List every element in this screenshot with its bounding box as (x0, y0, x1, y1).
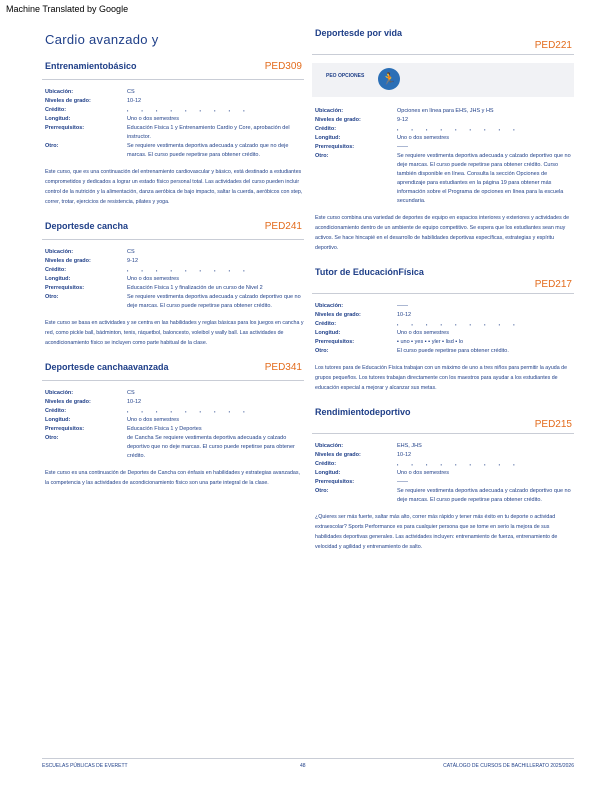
page-footer (42, 758, 574, 773)
detail-label: Niveles de grado: (45, 98, 91, 104)
left-course-list (42, 61, 304, 488)
detail-value: Se requiere vestimenta deportiva adecuada y calzado deportivo que no deje marcas. El curso puede repetirse para obtener crédito. (397, 488, 571, 503)
detail-value: Se requiere vestimenta deportiva adecuada y calzado deportivo que no deje marcas. El curso puede repetirse para obtener crédito. (127, 294, 301, 309)
course-block (42, 362, 304, 488)
detail-value: —— (397, 144, 408, 150)
course-details (312, 302, 574, 356)
detail-row (42, 416, 304, 425)
detail-row (42, 248, 304, 257)
detail-row (312, 320, 574, 329)
detail-row (312, 347, 574, 356)
detail-value: CS (127, 390, 135, 396)
course-title: Deportesde por vida (315, 28, 403, 38)
course-description: Este curso se basa en actividades y se centra en las habilidades y reglas básicas para los juegos en cancha y red, como pickle ball, bádminton, tenis, ráquetbol, baloncesto, voleibol y wally ball. Las actividades de acondicionamiento físico se incluyen como parte habitual de la clase. (45, 320, 304, 346)
detail-row (312, 338, 574, 347)
detail-row (312, 125, 574, 134)
detail-value: —— (397, 479, 408, 485)
detail-value: El curso puede repetirse para obtener crédito. (397, 348, 509, 354)
detail-value: Uno o dos semestres (127, 116, 179, 122)
course-code: PED309 (264, 61, 302, 72)
detail-value: 9-12 (127, 258, 139, 264)
detail-value: ▪ uno ▪ yes ▪ ▪ yler ▪ lisd ▪ lo (397, 339, 464, 345)
detail-label: Otro: (45, 294, 59, 300)
detail-value: 10-12 (127, 399, 142, 405)
detail-value: Educación Física 1 y finalización de un curso de Nivel 2 (127, 285, 263, 291)
detail-value: Educación Física 1 y Entrenamiento Cardio y Core, aprobación del instructor. (127, 125, 290, 140)
detail-label: Otro: (315, 348, 329, 354)
detail-value: CS (127, 89, 135, 95)
right-column (312, 28, 574, 566)
course-title: Deportesde cancha (45, 221, 129, 231)
detail-label: Ubicación: (45, 390, 74, 396)
course-details (42, 88, 304, 160)
detail-row (42, 389, 304, 398)
course-code: PED221 (534, 40, 572, 51)
course-title: Deportesde canchaavanzada (45, 362, 169, 372)
course-code: PED217 (534, 279, 572, 290)
course-description: ¿Quieres ser más fuerte, saltar más alto, correr más rápido y tener más éxito en tu deporte o actividad extraescolar? Sports Performance es para cualquier persona que se tome en serio la mejora de sus habilidades deportivas generales. Las actividades incluyen: entrenamiento de fuerza, entrenamiento de velocidad y agilidad y entrenamiento de salto. (315, 514, 558, 550)
detail-value: Opciones en línea para EHS, JHS y HS (397, 108, 494, 114)
course-block (42, 61, 304, 207)
machine-translation-banner: Machine Translated by Google (6, 4, 129, 14)
detail-label: Crédito: (315, 461, 337, 467)
detail-row (42, 425, 304, 434)
detail-label: Crédito: (315, 126, 337, 132)
detail-label: Niveles de grado: (45, 399, 91, 405)
detail-label: Niveles de grado: (315, 312, 361, 318)
detail-value: ▪ ▪ ▪ ▪ ▪ ▪ ▪ ▪ ▪ (397, 462, 521, 467)
detail-row (42, 97, 304, 106)
detail-row (312, 107, 574, 116)
detail-row (312, 442, 574, 451)
detail-value: CS (127, 249, 135, 255)
detail-label: Ubicación: (45, 249, 74, 255)
detail-value: ▪ ▪ ▪ ▪ ▪ ▪ ▪ ▪ ▪ (397, 127, 521, 132)
detail-label: Prerrequisitos: (45, 285, 85, 291)
page-title: Cardio avanzado y (45, 32, 159, 47)
detail-label: Crédito: (45, 408, 67, 414)
footer-page-number: 48 (300, 763, 306, 769)
detail-value: 10-12 (397, 452, 412, 458)
detail-label: Longitud: (315, 330, 341, 336)
online-options-banner (312, 63, 574, 97)
detail-row (42, 257, 304, 266)
detail-label: Prerrequisitos: (315, 339, 355, 345)
course-title: Tutor de EducaciónFísica (315, 267, 424, 277)
course-header (312, 407, 574, 434)
detail-label: Crédito: (315, 321, 337, 327)
detail-value: Uno o dos semestres (127, 417, 179, 423)
detail-label: Niveles de grado: (315, 117, 361, 123)
detail-row (42, 293, 304, 311)
course-code: PED241 (264, 221, 302, 232)
detail-row (312, 311, 574, 320)
detail-row (312, 152, 574, 206)
detail-label: Niveles de grado: (45, 258, 91, 264)
detail-label: Niveles de grado: (315, 452, 361, 458)
course-description: Este curso, que es una continuación del entrenamiento cardiovascular y básico, está destinado a estudiantes comprometidos y dedicados a lograr un estado físico personal total. Las actividades del curso pueden incluir control de la nutrición y la alimentación, danza aeróbica de bajo impacto, saltar la cuerda, aeróbicos con step, correr, trotar, ejercicios de resistencia, pilates y yoga. (45, 169, 303, 205)
detail-label: Otro: (315, 153, 329, 159)
detail-label: Prerrequisitos: (315, 144, 355, 150)
course-code: PED215 (534, 419, 572, 430)
course-header (42, 61, 304, 80)
course-header (42, 362, 304, 381)
detail-value: Uno o dos semestres (397, 330, 449, 336)
course-block (42, 221, 304, 348)
detail-row (312, 143, 574, 152)
detail-label: Otro: (45, 143, 59, 149)
detail-value: Uno o dos semestres (127, 276, 179, 282)
detail-row (312, 469, 574, 478)
detail-label: Longitud: (315, 135, 341, 141)
detail-value: Uno o dos semestres (397, 470, 449, 476)
course-header (42, 221, 304, 240)
detail-value: 9-12 (397, 117, 409, 123)
detail-value: de Cancha Se requiere vestimenta deportiva adecuada y calzado deportivo que no deje marcas. El curso puede repetirse para obtener crédito. (127, 435, 295, 459)
detail-value: —— (397, 303, 408, 309)
detail-row (42, 106, 304, 115)
course-description: Los tutores para de Educación Física trabajan con un máximo de uno a tres niños para permitir la ayuda de grupos pequeños. Los tutores trabajan directamente con los maestros para ayudar a los estudiantes de educación especial a mejorar y alcanzar sus metas. (315, 365, 568, 391)
course-block (312, 267, 574, 393)
detail-value: EHS, JHS (397, 443, 422, 449)
detail-label: Longitud: (315, 470, 341, 476)
course-block (312, 407, 574, 552)
detail-value: Se requiere vestimenta deportiva adecuada y calzado deportivo que no deje marcas. El curso puede repetirse para obtener crédito. Curso también disponible en línea. Consulta la sección Opciones de aprendizaje para estudiantes en la página 19 para obtener más información sobre el Programa de opciones en línea para la escuela secundaria. (397, 153, 571, 204)
course-details (42, 248, 304, 311)
detail-label: Longitud: (45, 417, 71, 423)
detail-value: ▪ ▪ ▪ ▪ ▪ ▪ ▪ ▪ ▪ (127, 108, 251, 113)
detail-value: ▪ ▪ ▪ ▪ ▪ ▪ ▪ ▪ ▪ (397, 322, 521, 327)
course-description: Este curso combina una variedad de deportes de equipo en espacios interiores y exteriores y actividades de acondicionamiento dentro de un ambiente de equipo competitivo. Se espera que los estudiantes sean muy activos. Se hace hincapié en el desarrollo de habilidades deportivas específicas, estrategias y espíritu deportivo. (315, 215, 570, 251)
course-code: PED341 (264, 362, 302, 373)
detail-row (42, 275, 304, 284)
detail-label: Ubicación: (315, 108, 344, 114)
course-header (312, 267, 574, 294)
detail-row (312, 302, 574, 311)
course-details (42, 389, 304, 461)
detail-row (312, 478, 574, 487)
detail-label: Ubicación: (45, 89, 74, 95)
course-lifetime-sports (312, 28, 574, 253)
course-header (312, 28, 574, 55)
footer-catalog-title: CATÁLOGO DE CURSOS DE BACHILLERATO 2025/2026 (443, 763, 574, 769)
detail-value: 10-12 (127, 98, 142, 104)
detail-row (312, 460, 574, 469)
detail-label: Prerrequisitos: (45, 426, 85, 432)
detail-label: Prerrequisitos: (315, 479, 355, 485)
runner-icon: 🏃 (378, 68, 400, 90)
detail-row (312, 134, 574, 143)
left-column (42, 28, 304, 502)
detail-row (312, 487, 574, 505)
detail-row (42, 284, 304, 293)
detail-label: Longitud: (45, 276, 71, 282)
detail-row (42, 115, 304, 124)
detail-value: 10-12 (397, 312, 412, 318)
detail-label: Ubicación: (315, 443, 344, 449)
detail-value: Educación Física 1 y Deportes (127, 426, 202, 432)
detail-value: ▪ ▪ ▪ ▪ ▪ ▪ ▪ ▪ ▪ (127, 409, 251, 414)
detail-label: Crédito: (45, 107, 67, 113)
footer-district: ESCUELAS PÚBLICAS DE EVERETT (42, 763, 128, 769)
detail-row (42, 88, 304, 97)
online-options-label: PEO OPCIONES (326, 73, 365, 79)
detail-value: ▪ ▪ ▪ ▪ ▪ ▪ ▪ ▪ ▪ (127, 268, 251, 273)
detail-row (42, 407, 304, 416)
detail-row (42, 124, 304, 142)
right-course-list (312, 267, 574, 552)
detail-label: Crédito: (45, 267, 67, 273)
detail-value: Uno o dos semestres (397, 135, 449, 141)
detail-label: Ubicación: (315, 303, 344, 309)
course-title: Entrenamientobásico (45, 61, 137, 71)
detail-label: Prerrequisitos: (45, 125, 85, 131)
detail-row (312, 116, 574, 125)
detail-row (42, 142, 304, 160)
detail-row (312, 451, 574, 460)
detail-row (42, 434, 304, 461)
detail-row (42, 266, 304, 275)
course-title: Rendimientodeportivo (315, 407, 411, 417)
detail-value: Se requiere vestimenta deportiva adecuada y calzado que no deje marcas. El curso puede repetirse para obtener crédito. (127, 143, 289, 158)
course-description: Este curso es una continuación de Deportes de Cancha con énfasis en habilidades y estrategias avanzadas, la competencia y las actividades de acondicionamiento físico son una parte integral de la clase. (45, 470, 301, 486)
course-details (312, 107, 574, 206)
course-details (312, 442, 574, 505)
detail-label: Otro: (315, 488, 329, 494)
detail-row (312, 329, 574, 338)
detail-row (42, 398, 304, 407)
detail-label: Longitud: (45, 116, 71, 122)
detail-label: Otro: (45, 435, 59, 441)
